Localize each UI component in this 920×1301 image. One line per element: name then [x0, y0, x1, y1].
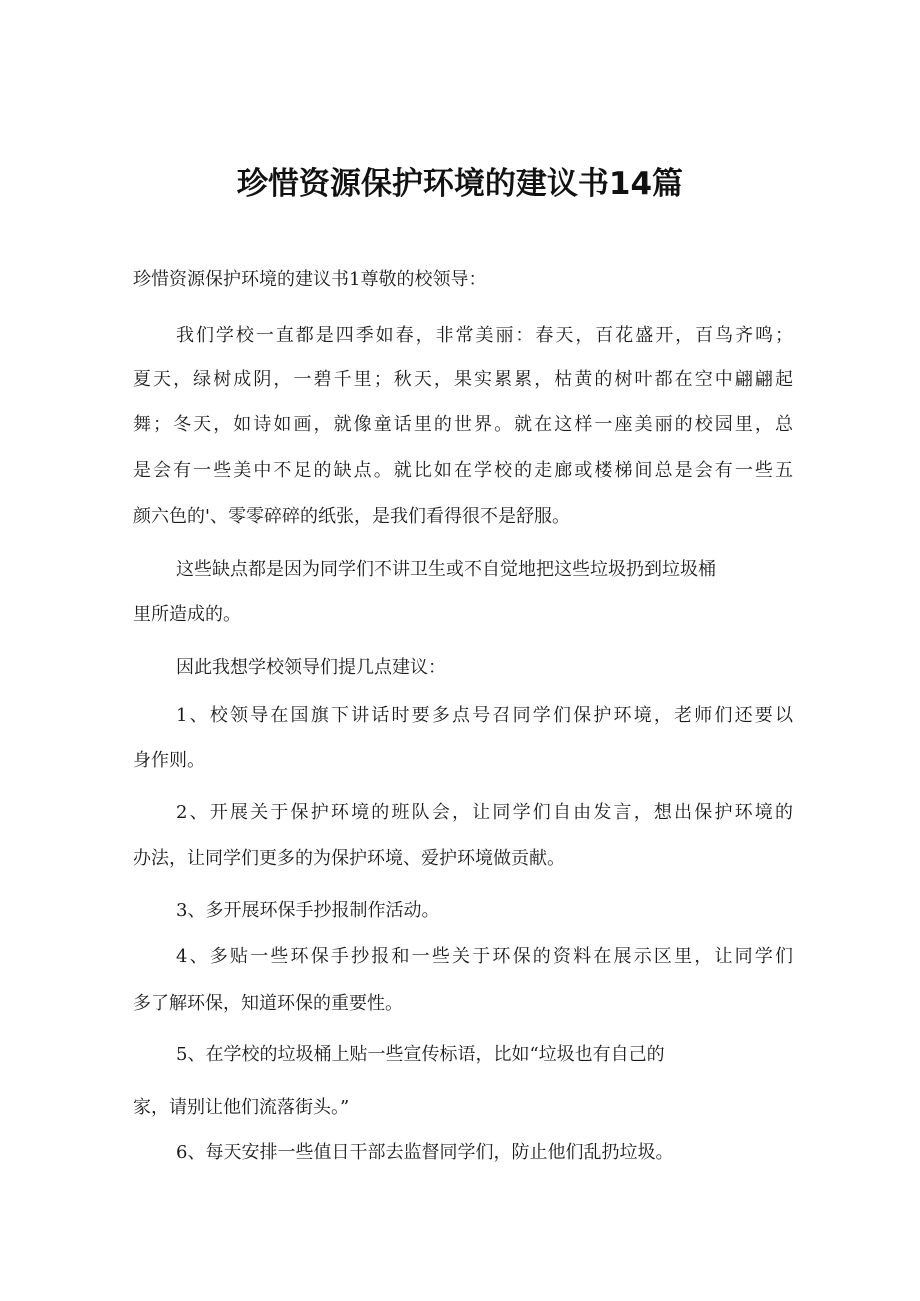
- suggestion-1-line-1: 1、校领导在国旗下讲话时要多点号召同学们保护环境，老师们还要以: [176, 705, 793, 726]
- suggestion-5-line-1: 5、在学校的垃圾桶上贴一些宣传标语，比如“垃圾也有自己的: [176, 1044, 665, 1065]
- paragraph-3-line-1: 因此我想学校领导们提几点建议：: [176, 657, 446, 678]
- suggestion-3-line-1: 3、多开展环保手抄报制作活动。: [176, 900, 440, 921]
- paragraph-1-line-1: 我们学校一直都是四季如春，非常美丽：春天，百花盛开，百鸟齐鸣；: [176, 325, 793, 346]
- paragraph-1-line-3: 舞；冬天，如诗如画，就像童话里的世界。就在这样一座美丽的校园里，总: [133, 414, 793, 435]
- paragraph-1-line-2: 夏天，绿树成阴，一碧千里；秋天，果实累累，枯黄的树叶都在空中翩翩起: [133, 369, 793, 390]
- suggestion-1-line-2: 身作则。: [133, 750, 205, 771]
- paragraph-1-line-4: 是会有一些美中不足的缺点。就比如在学校的走廊或楼梯间总是会有一些五: [133, 460, 793, 481]
- paragraph-2-line-2: 里所造成的。: [133, 604, 241, 625]
- suggestion-2-line-2: 办法，让同学们更多的为保护环境、爱护环境做贡献。: [133, 848, 565, 869]
- suggestion-6-line-1: 6、每天安排一些值日干部去监督同学们，防止他们乱扔垃圾。: [176, 1142, 674, 1163]
- suggestion-4-line-1: 4、多贴一些环保手抄报和一些关于环保的资料在展示区里，让同学们: [176, 946, 793, 967]
- document-title: 珍惜资源保护环境的建议书14篇: [236, 166, 684, 202]
- paragraph-1-line-5: 颜六色的'、零零碎碎的纸张，是我们看得很不是舒服。: [133, 506, 570, 527]
- suggestion-4-line-2: 多了解环保，知道环保的重要性。: [133, 993, 403, 1014]
- suggestion-5-line-2: 家，请别让他们流落街头。”: [133, 1097, 350, 1118]
- suggestion-2-line-1: 2、开展关于保护环境的班队会，让同学们自由发言，想出保护环境的: [176, 802, 793, 823]
- paragraph-2-line-1: 这些缺点都是因为同学们不讲卫生或不自觉地把这些垃圾扔到垃圾桶: [176, 559, 716, 580]
- opening-line: 珍惜资源保护环境的建议书1尊敬的校领导：: [133, 269, 487, 290]
